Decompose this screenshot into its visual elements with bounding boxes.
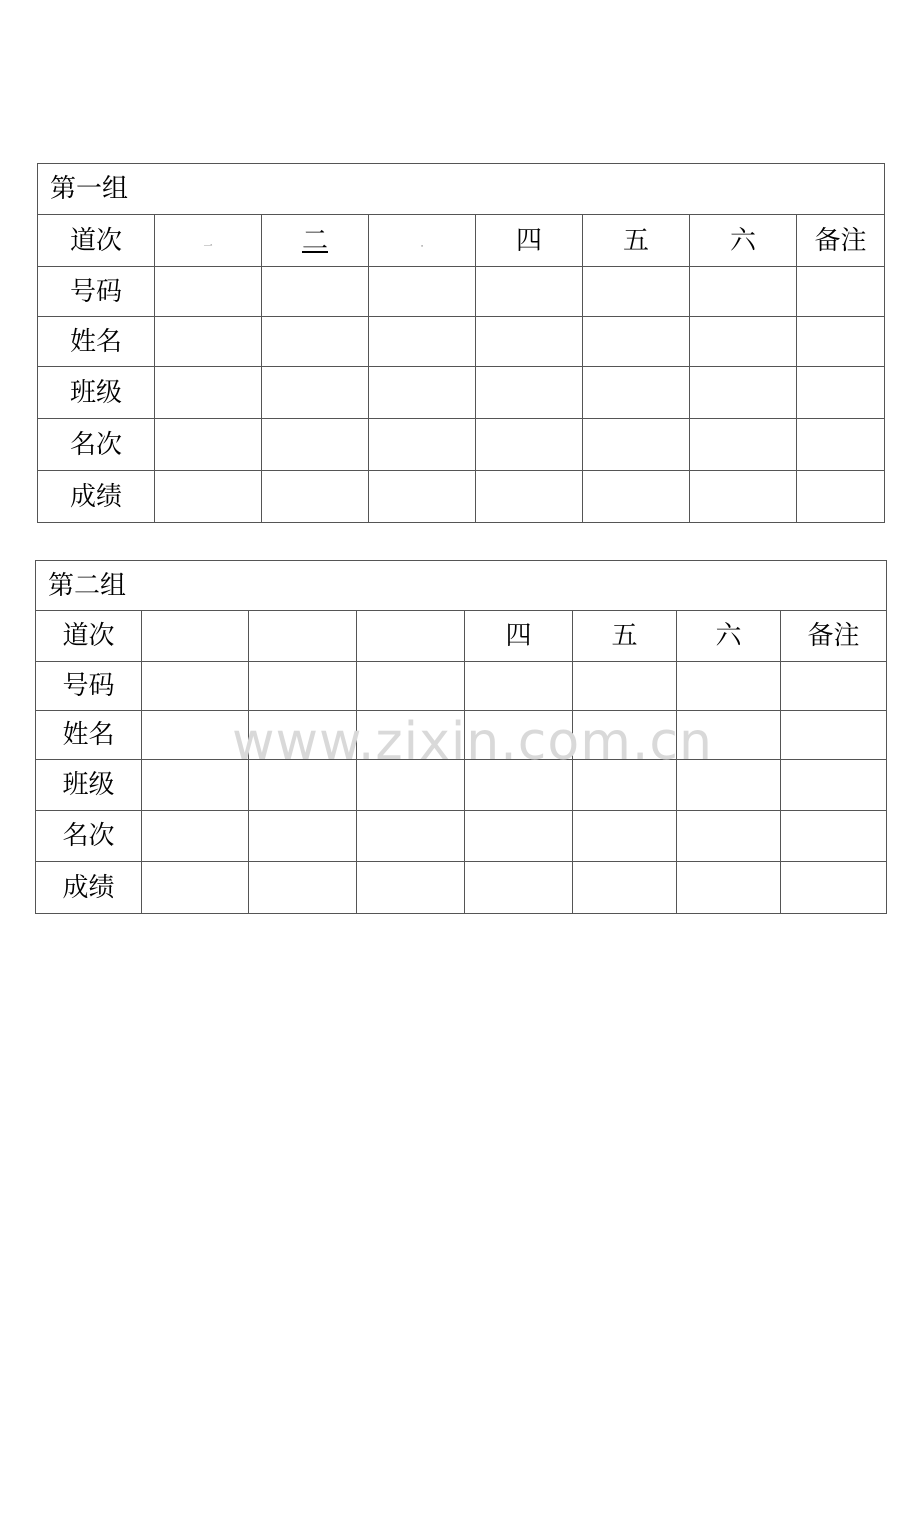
group2-title: 第二组 (36, 561, 887, 611)
header-lane-label: 道次 (38, 215, 155, 267)
table-row (36, 760, 887, 811)
cell[interactable] (677, 662, 781, 711)
row-label-class: 班级 (36, 760, 142, 811)
table-row (38, 267, 885, 317)
header-lane-5: 五 (573, 611, 677, 662)
row-label-score: 成绩 (36, 862, 142, 914)
header-lane-2: 二 (262, 215, 369, 267)
row-label-rank: 名次 (38, 419, 155, 471)
cell[interactable] (476, 367, 583, 419)
cell[interactable] (583, 419, 690, 471)
header-lane-5: 五 (583, 215, 690, 267)
row-label-class: 班级 (38, 367, 155, 419)
row-label-rank: 名次 (36, 811, 142, 862)
cell[interactable] (573, 662, 677, 711)
cell[interactable] (781, 760, 887, 811)
cell[interactable] (357, 811, 465, 862)
cell[interactable] (690, 317, 797, 367)
cell[interactable] (262, 419, 369, 471)
cell[interactable] (369, 419, 476, 471)
group1-table (37, 163, 885, 523)
cell[interactable] (690, 367, 797, 419)
cell[interactable] (465, 711, 573, 760)
cell[interactable] (369, 471, 476, 523)
row-label-score: 成绩 (38, 471, 155, 523)
cell[interactable] (690, 267, 797, 317)
cell[interactable] (142, 711, 249, 760)
row-label-name: 姓名 (36, 711, 142, 760)
cell[interactable] (357, 760, 465, 811)
cell[interactable] (249, 811, 357, 862)
cell[interactable] (573, 760, 677, 811)
cell[interactable] (781, 711, 887, 760)
cell[interactable] (155, 419, 262, 471)
cell[interactable] (797, 267, 885, 317)
header-lane-1: 一 (155, 215, 262, 267)
cell[interactable] (142, 862, 249, 914)
cell[interactable] (781, 862, 887, 914)
cell[interactable] (357, 862, 465, 914)
watermark-text: www.zixin.com.cn (232, 712, 713, 772)
cell[interactable] (262, 317, 369, 367)
cell[interactable] (677, 760, 781, 811)
table-row (36, 862, 887, 914)
group1-title: 第一组 (38, 164, 885, 215)
cell[interactable] (465, 862, 573, 914)
table-row (38, 419, 885, 471)
group1-header-row (38, 215, 885, 267)
cell[interactable] (677, 862, 781, 914)
cell[interactable] (357, 711, 465, 760)
cell[interactable] (369, 317, 476, 367)
cell[interactable] (369, 267, 476, 317)
cell[interactable] (797, 419, 885, 471)
cell[interactable] (573, 862, 677, 914)
header-notes: 备注 (781, 611, 887, 662)
cell[interactable] (249, 711, 357, 760)
cell[interactable] (583, 471, 690, 523)
header-lane-1 (142, 611, 249, 662)
cell[interactable] (690, 419, 797, 471)
cell[interactable] (781, 811, 887, 862)
row-label-name: 姓名 (38, 317, 155, 367)
cell[interactable] (476, 267, 583, 317)
group2-header-row (36, 611, 887, 662)
row-label-number: 号码 (38, 267, 155, 317)
header-lane-3 (357, 611, 465, 662)
cell[interactable] (249, 662, 357, 711)
cell[interactable] (155, 317, 262, 367)
header-notes: 备注 (797, 215, 885, 267)
cell[interactable] (262, 367, 369, 419)
cell[interactable] (797, 367, 885, 419)
cell[interactable] (583, 267, 690, 317)
cell[interactable] (155, 267, 262, 317)
table-row (38, 317, 885, 367)
table-row (36, 811, 887, 862)
cell[interactable] (476, 471, 583, 523)
table-row (38, 471, 885, 523)
cell[interactable] (262, 267, 369, 317)
group2-table (35, 560, 887, 914)
cell[interactable] (369, 367, 476, 419)
header-lane-4: 四 (465, 611, 573, 662)
cell[interactable] (797, 317, 885, 367)
cell[interactable] (583, 367, 690, 419)
table-row (36, 711, 887, 760)
header-lane-label: 道次 (36, 611, 142, 662)
header-lane-6: 六 (690, 215, 797, 267)
table-row (36, 662, 887, 711)
cell[interactable] (573, 711, 677, 760)
cell[interactable] (262, 471, 369, 523)
header-lane-4: 四 (476, 215, 583, 267)
cell[interactable] (476, 317, 583, 367)
cell[interactable] (465, 760, 573, 811)
cell[interactable] (465, 811, 573, 862)
header-lane-2 (249, 611, 357, 662)
cell[interactable] (142, 760, 249, 811)
header-lane-3: · (369, 215, 476, 267)
cell[interactable] (155, 471, 262, 523)
cell[interactable] (797, 471, 885, 523)
cell[interactable] (142, 662, 249, 711)
cell[interactable] (583, 317, 690, 367)
cell[interactable] (677, 711, 781, 760)
cell[interactable] (142, 811, 249, 862)
cell[interactable] (357, 662, 465, 711)
row-label-number: 号码 (36, 662, 142, 711)
cell[interactable] (249, 862, 357, 914)
cell[interactable] (690, 471, 797, 523)
cell[interactable] (677, 811, 781, 862)
cell[interactable] (781, 662, 887, 711)
cell[interactable] (249, 760, 357, 811)
cell[interactable] (573, 811, 677, 862)
table-row (38, 367, 885, 419)
cell[interactable] (476, 419, 583, 471)
cell[interactable] (155, 367, 262, 419)
cell[interactable] (465, 662, 573, 711)
header-lane-6: 六 (677, 611, 781, 662)
